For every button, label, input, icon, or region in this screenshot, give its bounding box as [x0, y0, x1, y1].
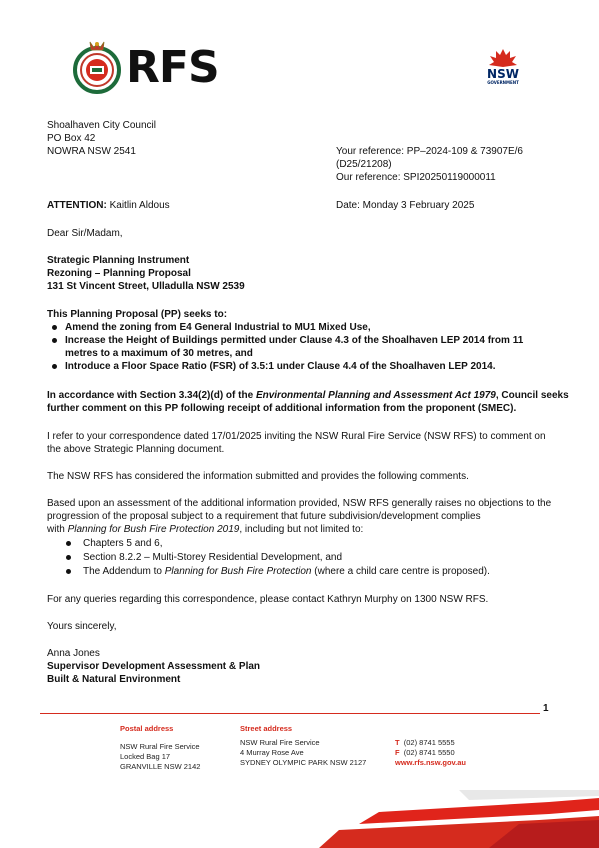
para3-line-2: progression of the proposal subject to a requirement that future subdivision/development complies	[47, 511, 481, 522]
para2: The NSW RFS has considered the information submitted and provides the following comments.	[47, 471, 469, 482]
rfs-wordmark: RFS	[126, 42, 219, 93]
pp-bullet-2	[65, 334, 523, 347]
pp-bullet-3	[65, 360, 495, 373]
rfs-crest-icon	[72, 38, 122, 94]
req-bullet-3	[83, 565, 490, 578]
pp-bullet-2-cont	[65, 347, 253, 360]
your-reference-2: (D25/21208)	[336, 159, 392, 170]
req-bullet-1	[83, 537, 163, 550]
attention-label: ATTENTION:	[47, 200, 107, 211]
accordance-post: , Council seeks	[495, 390, 569, 401]
bullet-icon	[66, 569, 71, 574]
recipient-line-1: Shoalhaven City Council	[47, 120, 156, 131]
closing: Yours sincerely,	[47, 621, 117, 632]
para1-line-1: I refer to your correspondence dated 17/01/2025 inviting the NSW Rural Fire Service (NSW RFS) to comment on	[47, 431, 546, 442]
pp-bullet-text: Amend the zoning from E4 General Industrial to MU1 Mixed Use,	[65, 322, 371, 333]
street-address-heading: Street address	[240, 724, 293, 733]
postal-line-3: GRANVILLE NSW 2142	[120, 762, 201, 771]
bullet-icon	[52, 364, 57, 369]
req-bullet-2	[83, 551, 342, 564]
salutation: Dear Sir/Madam,	[47, 228, 123, 239]
street-line-2: 4 Murray Rose Ave	[240, 748, 304, 757]
waratah-icon	[488, 48, 518, 68]
attention-name: Kaitlin Aldous	[109, 200, 170, 211]
req-bullet-post: (where a child care centre is proposed).	[311, 566, 490, 577]
phone-line	[395, 738, 455, 748]
act-name: Environmental Planning and Assessment Act 1979	[255, 390, 496, 401]
para1-line-2: the above Strategic Planning document.	[47, 444, 225, 455]
para3-line-3	[47, 523, 363, 536]
subject-line-2: Rezoning – Planning Proposal	[47, 268, 191, 279]
signature-name: Anna Jones	[47, 648, 100, 659]
pp-bullet-1	[65, 321, 371, 334]
our-reference: Our reference: SPI20250119000011	[336, 172, 496, 183]
signature-title-2: Built & Natural Environment	[47, 674, 181, 685]
signature-title-1: Supervisor Development Assessment & Plan	[47, 661, 261, 672]
accordance-line-1	[47, 389, 569, 402]
para3-line-1: Based upon an assessment of the additional information provided, NSW RFS generally raises no objections to the	[47, 498, 552, 509]
req-bullet-pre: The Addendum to	[83, 566, 165, 577]
footer-divider	[40, 713, 540, 714]
phone-label: T	[395, 738, 400, 747]
postal-line-1: NSW Rural Fire Service	[120, 742, 200, 751]
recipient-line-3: NOWRA NSW 2541	[47, 146, 136, 157]
postal-address-heading: Postal address	[120, 724, 174, 733]
pbp-title-short: Planning for Bush Fire Protection	[164, 566, 312, 577]
subject-line-3: 131 St Vincent Street, Ulladulla NSW 2539	[47, 281, 245, 292]
req-bullet-text: Chapters 5 and 6,	[83, 538, 163, 549]
pbp-title: Planning for Bush Fire Protection 2019	[67, 524, 240, 535]
rfs-logo	[72, 38, 232, 94]
bullet-icon	[52, 325, 57, 330]
street-line-1: NSW Rural Fire Service	[240, 738, 320, 747]
fax-number: (02) 8741 5550	[403, 748, 455, 757]
accordance-line-2: further comment on this PP following receipt of additional information from the proponent (SMEC).	[47, 403, 517, 414]
attention-line	[47, 199, 170, 212]
para3-pre: with	[47, 524, 68, 535]
your-reference: Your reference: PP–2024-109 & 73907E/6	[336, 146, 523, 157]
para3-post: , including but not limited to:	[239, 524, 364, 535]
recipient-line-2: PO Box 42	[47, 133, 96, 144]
bullet-icon	[66, 541, 71, 546]
nsw-government-logo	[481, 48, 525, 94]
para4: For any queries regarding this correspondence, please contact Kathryn Murphy on 1300 NSW RFS.	[47, 594, 489, 605]
fax-line	[395, 748, 455, 758]
bullet-icon	[52, 338, 57, 343]
phone-number: (02) 8741 5555	[403, 738, 455, 747]
street-line-3: SYDNEY OLYMPIC PARK NSW 2127	[240, 758, 367, 767]
page-number: 1	[543, 703, 549, 714]
accordance-pre: In accordance with Section 3.34(2)(d) of the	[47, 390, 256, 401]
req-bullet-text: Section 8.2.2 – Multi-Storey Residential Development, and	[83, 552, 343, 563]
fax-label: F	[395, 748, 400, 757]
subject-line-1: Strategic Planning Instrument	[47, 255, 190, 266]
pp-bullet-text: metres to a maximum of 30 metres, and	[65, 348, 253, 359]
letter-date: Date: Monday 3 February 2025	[336, 200, 475, 211]
pp-intro: This Planning Proposal (PP) seeks to:	[47, 309, 228, 320]
footer-stripe-graphic	[319, 790, 599, 848]
website-link[interactable]: www.rfs.nsw.gov.au	[395, 758, 466, 767]
bullet-icon	[66, 555, 71, 560]
postal-line-2: Locked Bag 17	[120, 752, 171, 761]
pp-bullet-text: Increase the Height of Buildings permitted under Clause 4.3 of the Shoalhaven LEP 2014 from 11	[65, 335, 524, 346]
nsw-logo-subtext: GOVERNMENT	[487, 80, 519, 85]
pp-bullet-text: Introduce a Floor Space Ratio (FSR) of 3.5:1 under Clause 4.4 of the Shoalhaven LEP 2014.	[65, 361, 496, 372]
nsw-logo-text: NSW	[487, 67, 519, 81]
